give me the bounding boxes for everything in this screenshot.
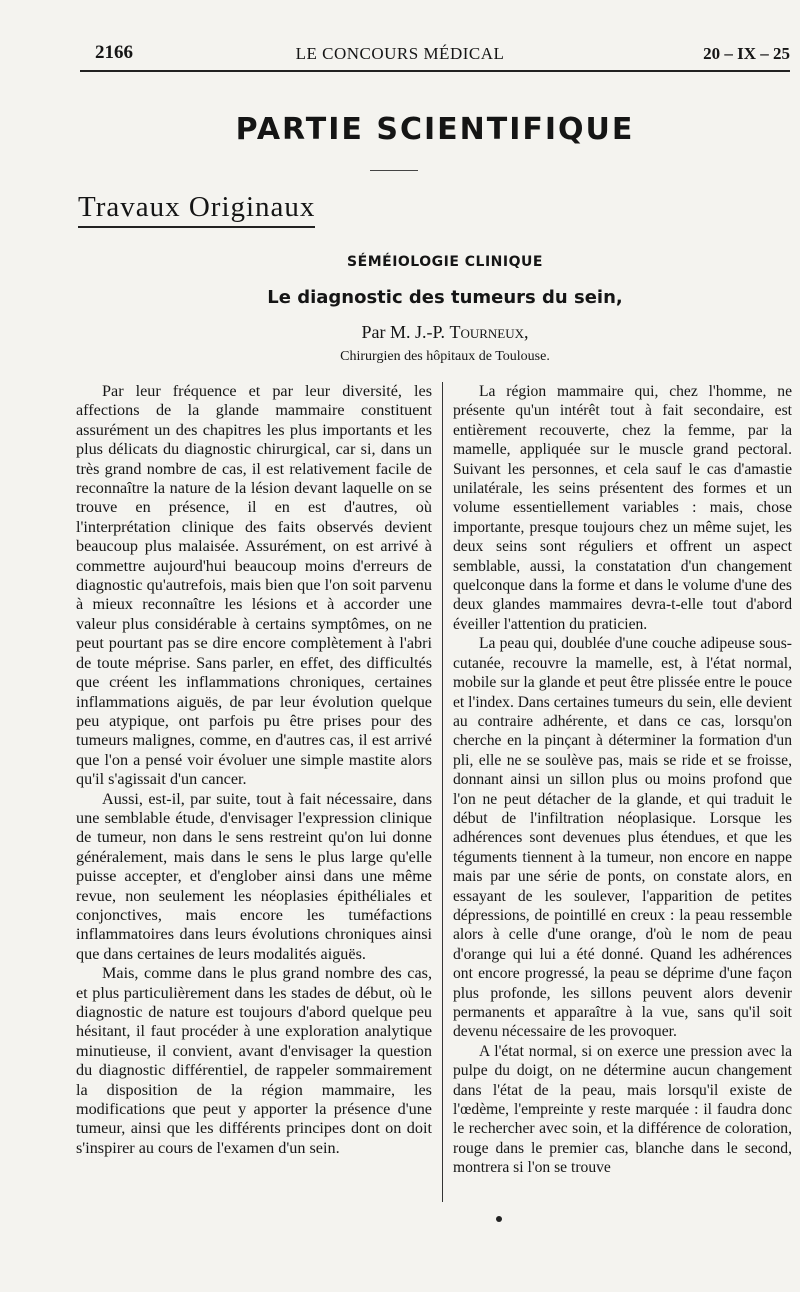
- right-column: [453, 382, 792, 1178]
- section-title: PARTIE SCIENTIFIQUE: [235, 112, 635, 147]
- byline-author: Tourneux,: [449, 322, 529, 342]
- header-rule: [80, 70, 790, 72]
- paragraph: La région mammaire qui, chez l'homme, ne présente qu'un intérêt tout à fait secondaire, est entièrement recouverte, chez la femme, par la mamelle, appliquée sur le muscle grand pectoral. Suivant les personnes, et cela sauf le cas d'amastie unilatérale, les seins présentent des formes et un volume essentiellement variables : mais, chose importante, presque toujours chez un même sujet, les deux seins sont réguliers et offrent un aspect semblable, aussi, la constatation d'un changement quelconque dans la forme et dans le volume d'une des deux glandes mammaires devra-t-elle tout d'abord éveiller l'attention du praticien.: [453, 383, 792, 633]
- rubric-heading: Travaux Originaux: [78, 190, 315, 228]
- byline: [0, 322, 800, 343]
- left-column: [76, 382, 432, 1158]
- author-affiliation: Chirurgien des hôpitaux de Toulouse.: [340, 349, 550, 364]
- issue-date: 20 – IX – 25: [703, 44, 790, 63]
- article-title: Le diagnostic des tumeurs du sein,: [267, 287, 623, 308]
- ornament-dot: [496, 1216, 502, 1222]
- paragraph: Aussi, est-il, par suite, tout à fait nécessaire, dans une semblable étude, d'envisager l'expression clinique de tumeur, non dans le sens restreint qu'on lui donne généralement, mais dans le sens le plus large qu'elle puisse accepter, et d'englober ainsi dans une même revue, non seulement les néoplasies épithéliales et conjonctives, mais encore les tuméfactions inflammatoires dans leurs évolutions chroniques ainsi que dans certaines de leurs modalités aiguës.: [76, 789, 432, 963]
- paragraph: A l'état normal, si on exerce une pression avec la pulpe du doigt, on ne détermine aucun changement dans l'état de la peau, mais lorsqu'il existe de l'œdème, l'empreinte y reste marquée : il faudra donc le rechercher avec soin, et la différence de coloration, rouge dans le premier cas, blanche dans le second, montrera si l'on se trouve: [453, 1042, 792, 1177]
- section-divider: [370, 170, 418, 171]
- page-number: 2166: [95, 42, 133, 63]
- paragraph: La peau qui, doublée d'une couche adipeuse sous-cutanée, recouvre la mamelle, est, à l'état normal, mobile sur la glande et peut être plissée entre le pouce et l'index. Dans certaines tumeurs du sein, elle devient au contraire adhérente, et dans ce cas, lorsqu'on cherche en la pinçant à déterminer la formation d'un pli, elle ne se soulève pas, mais se ride et se froisse, donnant ainsi un sillon plus ou moins profond que l'on ne peut détacher de la glande, et qui traduit le début de l'infiltration néoplasique. Lorsque les adhérences sont devenues plus étendues, et que les téguments tiennent à la tumeur, non encore en nappe mais par une série de ponts, on constate alors, en essayant de les soulever, l'apparition de petites dépressions, de pointillé en creux : la peau ressemble alors à celle d'une orange, d'où le nom de peau d'orange qui lui a été donné. Quand les adhérences ont encore progressé, la peau se déprime d'une façon plus profonde, les sillons peuvent alors devenir permanents et apparaître à la vue, sans qu'il soit devenu nécessaire de les provoquer.: [453, 635, 792, 1041]
- byline-prefix: Par M. J.-P.: [361, 322, 450, 342]
- article-subheading: SÉMÉIOLOGIE CLINIQUE: [347, 254, 543, 270]
- paragraph: Par leur fréquence et par leur diversité, les affections de la glande mammaire constituent assurément un des chapitres les plus importants et les plus délicats du diagnostic chirurgical, car si, dans un très grand nombre de cas, il est relativement facile de reconnaître la nature de la lésion devant laquelle on se trouve en présence, il en est d'autres, où l'interprétation clinique des faits observés devient beaucoup plus malaisée. Assurément, on est arrivé à commettre aujourd'hui beaucoup moins d'erreurs de diagnostic qu'autrefois, mais bien que l'on soit parvenu à mieux reconnaître les lésions et à accorder une valeur plus considérable à certains symptômes, on ne peut pourtant pas se dire encore complètement à l'abri de toute méprise. Sans parler, en effet, des difficultés que créent les inflammations chroniques, certaines inflammations aiguës, de par leur évolution quelque peu atypique, ont parfois pu être prises pour des tumeurs malignes, comme, en d'autres cas, il est arrivé que l'on a pensé voir évoluer une simple mastite alors qu'il s'agissait d'un cancer.: [76, 382, 432, 789]
- paragraph: Mais, comme dans le plus grand nombre des cas, et plus particulièrement dans les stades de début, où le diagnostic de nature est toujours d'abord quelque peu hésitant, il faut procéder à une exploration analytique minutieuse, il convient, avant d'envisager la question du diagnostic différentiel, de rappeler sommairement la disposition de la région mammaire, les modifications que peut y apporter la présence d'une tumeur, ainsi que les différents principes dont on doit s'inspirer au cours de l'examen d'un sein.: [76, 964, 432, 1157]
- journal-title: LE CONCOURS MÉDICAL: [295, 44, 505, 63]
- column-divider: [442, 382, 443, 1202]
- running-header: [0, 40, 800, 70]
